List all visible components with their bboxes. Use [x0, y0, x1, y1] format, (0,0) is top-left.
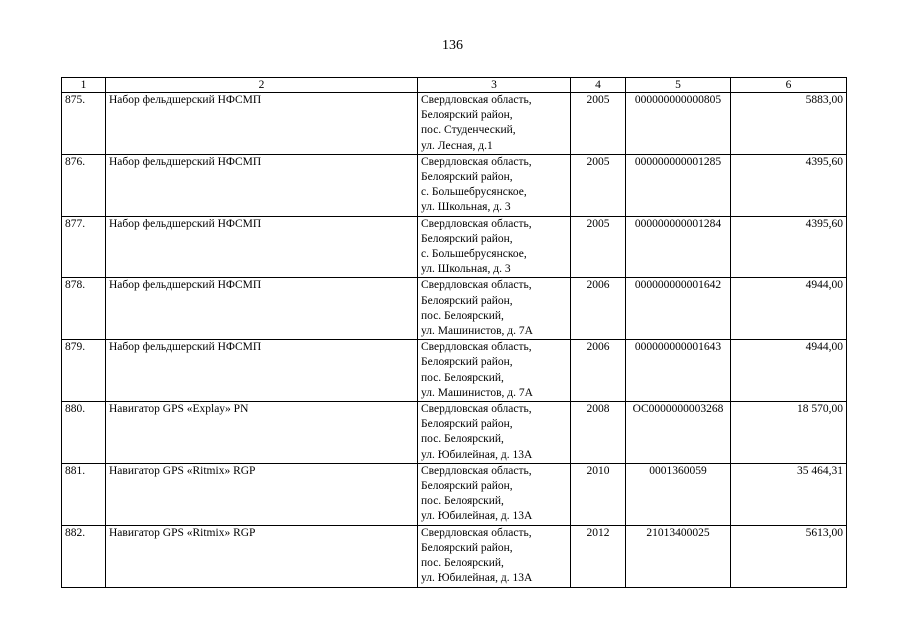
table-header-row — [62, 78, 847, 93]
column-header-2: 2 — [106, 78, 418, 93]
inventory-number-cell: 000000000001285 — [626, 154, 731, 216]
row-number-cell: 880. — [62, 402, 106, 464]
address-line: пос. Студенческий, — [421, 124, 516, 137]
table-row — [62, 93, 847, 155]
address-line: ул. Юбилейная, д. 13А — [421, 448, 533, 461]
inventory-number-cell: 21013400025 — [626, 525, 731, 587]
address-line: Свердловская область, — [421, 217, 532, 230]
item-name-cell: Навигатор GPS «Explay» PN — [106, 402, 418, 464]
address-line: Белоярский район, — [421, 232, 513, 245]
address-line: Белоярский район, — [421, 171, 513, 184]
address-line: Белоярский район, — [421, 541, 513, 554]
address-line: Свердловская область, — [421, 279, 532, 292]
inventory-number-cell: 0001360059 — [626, 463, 731, 525]
address-line: с. Большебрусянское, — [421, 248, 527, 261]
address-line: пос. Белоярский, — [421, 495, 504, 508]
address-line: Белоярский район, — [421, 356, 513, 369]
column-header-6: 6 — [731, 78, 847, 93]
cost-cell: 4944,00 — [731, 278, 847, 340]
item-name-cell: Навигатор GPS «Ritmix» RGP — [106, 525, 418, 587]
cost-cell: 4944,00 — [731, 340, 847, 402]
cost-cell: 4395,60 — [731, 216, 847, 278]
year-cell: 2010 — [571, 463, 626, 525]
cost-cell: 18 570,00 — [731, 402, 847, 464]
address-line: ул. Лесная, д.1 — [421, 139, 493, 152]
address-line: с. Большебрусянское, — [421, 186, 527, 199]
cost-cell: 5883,00 — [731, 93, 847, 155]
page-number: 136 — [442, 38, 463, 53]
address-cell — [418, 402, 571, 464]
address-cell — [418, 463, 571, 525]
row-number-cell: 876. — [62, 154, 106, 216]
address-line: ул. Юбилейная, д. 13А — [421, 510, 533, 523]
column-header-1: 1 — [62, 78, 106, 93]
address-line: Свердловская область, — [421, 464, 532, 477]
column-header-3: 3 — [418, 78, 571, 93]
asset-table — [61, 77, 847, 588]
inventory-number-cell: 000000000000805 — [626, 93, 731, 155]
cost-cell: 35 464,31 — [731, 463, 847, 525]
table-row — [62, 463, 847, 525]
year-cell: 2006 — [571, 278, 626, 340]
address-cell — [418, 93, 571, 155]
address-line: Белоярский район, — [421, 294, 513, 307]
inventory-number-cell: 000000000001284 — [626, 216, 731, 278]
row-number-cell: 879. — [62, 340, 106, 402]
item-name-cell: Набор фельдшерский НФСМП — [106, 340, 418, 402]
inventory-number-cell: ОС0000000003268 — [626, 402, 731, 464]
address-line: Свердловская область, — [421, 526, 532, 539]
cost-cell: 4395,60 — [731, 154, 847, 216]
column-header-5: 5 — [626, 78, 731, 93]
address-line: ул. Машинистов, д. 7А — [421, 386, 533, 399]
address-line: Свердловская область, — [421, 94, 532, 106]
table-row — [62, 278, 847, 340]
address-line: Белоярский район, — [421, 418, 513, 431]
table-row — [62, 216, 847, 278]
address-cell — [418, 154, 571, 216]
row-number-cell: 878. — [62, 278, 106, 340]
year-cell: 2006 — [571, 340, 626, 402]
address-cell — [418, 340, 571, 402]
item-name-cell: Набор фельдшерский НФСМП — [106, 154, 418, 216]
year-cell: 2008 — [571, 402, 626, 464]
inventory-number-cell: 000000000001643 — [626, 340, 731, 402]
cost-cell: 5613,00 — [731, 525, 847, 587]
inventory-number-cell: 000000000001642 — [626, 278, 731, 340]
item-name-cell: Набор фельдшерский НФСМП — [106, 278, 418, 340]
address-cell — [418, 278, 571, 340]
address-cell — [418, 216, 571, 278]
row-number-cell: 877. — [62, 216, 106, 278]
address-line: пос. Белоярский, — [421, 433, 504, 446]
address-line: ул. Юбилейная, д. 13А — [421, 572, 533, 585]
row-number-cell: 881. — [62, 463, 106, 525]
address-line: ул. Школьная, д. 3 — [421, 201, 511, 214]
column-header-4: 4 — [571, 78, 626, 93]
item-name-cell: Навигатор GPS «Ritmix» RGP — [106, 463, 418, 525]
address-line: Свердловская область, — [421, 341, 532, 354]
year-cell: 2005 — [571, 216, 626, 278]
table-row — [62, 525, 847, 587]
address-line: ул. Школьная, д. 3 — [421, 263, 511, 276]
year-cell: 2005 — [571, 93, 626, 155]
address-line: Белоярский район, — [421, 109, 513, 122]
table-row — [62, 340, 847, 402]
address-line: Свердловская область, — [421, 155, 532, 168]
address-line: Свердловская область, — [421, 403, 532, 416]
address-cell — [418, 525, 571, 587]
item-name-cell: Набор фельдшерский НФСМП — [106, 93, 418, 155]
table-row — [62, 154, 847, 216]
item-name-cell: Набор фельдшерский НФСМП — [106, 216, 418, 278]
address-line: Белоярский район, — [421, 480, 513, 493]
address-line: ул. Машинистов, д. 7А — [421, 325, 533, 338]
row-number-cell: 882. — [62, 525, 106, 587]
address-line: пос. Белоярский, — [421, 309, 504, 322]
row-number-cell: 875. — [62, 93, 106, 155]
address-line: пос. Белоярский, — [421, 557, 504, 570]
year-cell: 2012 — [571, 525, 626, 587]
year-cell: 2005 — [571, 154, 626, 216]
address-line: пос. Белоярский, — [421, 371, 504, 384]
table-row — [62, 402, 847, 464]
